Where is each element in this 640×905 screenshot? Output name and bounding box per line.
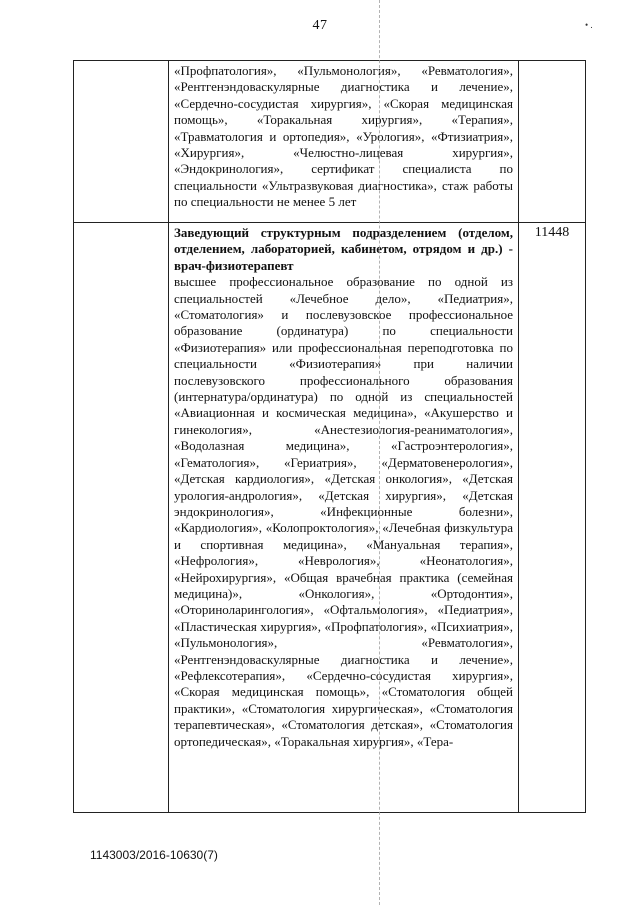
- position-title: Заведующий структурным подразделением (отделом, отделением, лабораторией, кабинетом, отрядом и др.) - врач-физиотерапевт: [174, 225, 513, 273]
- requirements-text: высшее профессиональное образование по одной из специальностей «Лечебное дело», «Педиатрия», «Стоматология» и послевузовское профессиональное образование (ординатура) по специальности «Физиотерапия» или профессиональная переподготовка по специальности «Физиотерапия» при наличии послевузовского профессионального образования (интернатура/ординатура) по одной из специальностей «Авиационная и космическая медицина», «Акушерство и гинекология», «Анестезиология-реаниматология», «Водолазная медицина», «Гастроэнтерология», «Гематология», «Гериатрия», «Дерматовенерология», «Детская кардиология», «Детская онкология», «Детская урология-андрология», «Детская хирургия», «Детская эндокринология», «Инфекционные болезни», «Кардиология», «Колопроктология», «Лечебная физкультура и спортивная медицина», «Мануальная терапия», «Нефрология», «Неврология», «Неонатология», «Нейрохирургия», «Общая врачебная практика (семейная медицина)», «Онкология», «Ортодонтия», «Оториноларингология», «Офтальмология», «Педиатрия», «Пластическая хирургия», «Профпатология», «Психиатрия», «Пульмонология», «Ревматология», «Рентгенэндоваскулярные диагностика и лечение», «Рефлексотерапия», «Сердечно-сосудистая хирургия», «Скорая медицинская помощь», «Стоматология общей практики», «Стоматология хирургическая», «Стоматология терапевтическая», «Стоматология детская», «Стоматология ортопедическая», «Торакальная хирургия», «Тера-: [174, 274, 513, 749]
- empty-cell: [74, 223, 169, 813]
- requirements-cell: [169, 223, 519, 813]
- position-code: 11448: [534, 225, 570, 240]
- empty-cell: [74, 61, 169, 223]
- document-footer-code: 1143003/2016-10630(7): [90, 848, 218, 862]
- code-cell: [519, 223, 586, 813]
- scan-fold-line: [379, 0, 380, 905]
- table-row: [74, 223, 586, 813]
- requirements-cell: [169, 61, 519, 223]
- code-cell: [519, 61, 586, 223]
- page-number: 47: [312, 18, 328, 33]
- qualification-table: [73, 60, 586, 813]
- scan-marks: • .: [585, 20, 593, 30]
- table-row: [74, 61, 586, 223]
- requirements-text: «Профпатология», «Пульмонология», «Ревматология», «Рентгенэндоваскулярные диагностика и лечение», «Сердечно-сосудистая хирургия», «Скорая медицинская помощь», «Торакальная хирургия», «Терапия», «Травматология и ортопедия», «Урология», «Фтизиатрия», «Хирургия», «Челюстно-лицевая хирургия», «Эндокринология», сертификат специалиста по специальности «Ультразвуковая диагностика», стаж работы по специальности не менее 5 лет: [174, 63, 513, 210]
- position-code: [519, 61, 585, 63]
